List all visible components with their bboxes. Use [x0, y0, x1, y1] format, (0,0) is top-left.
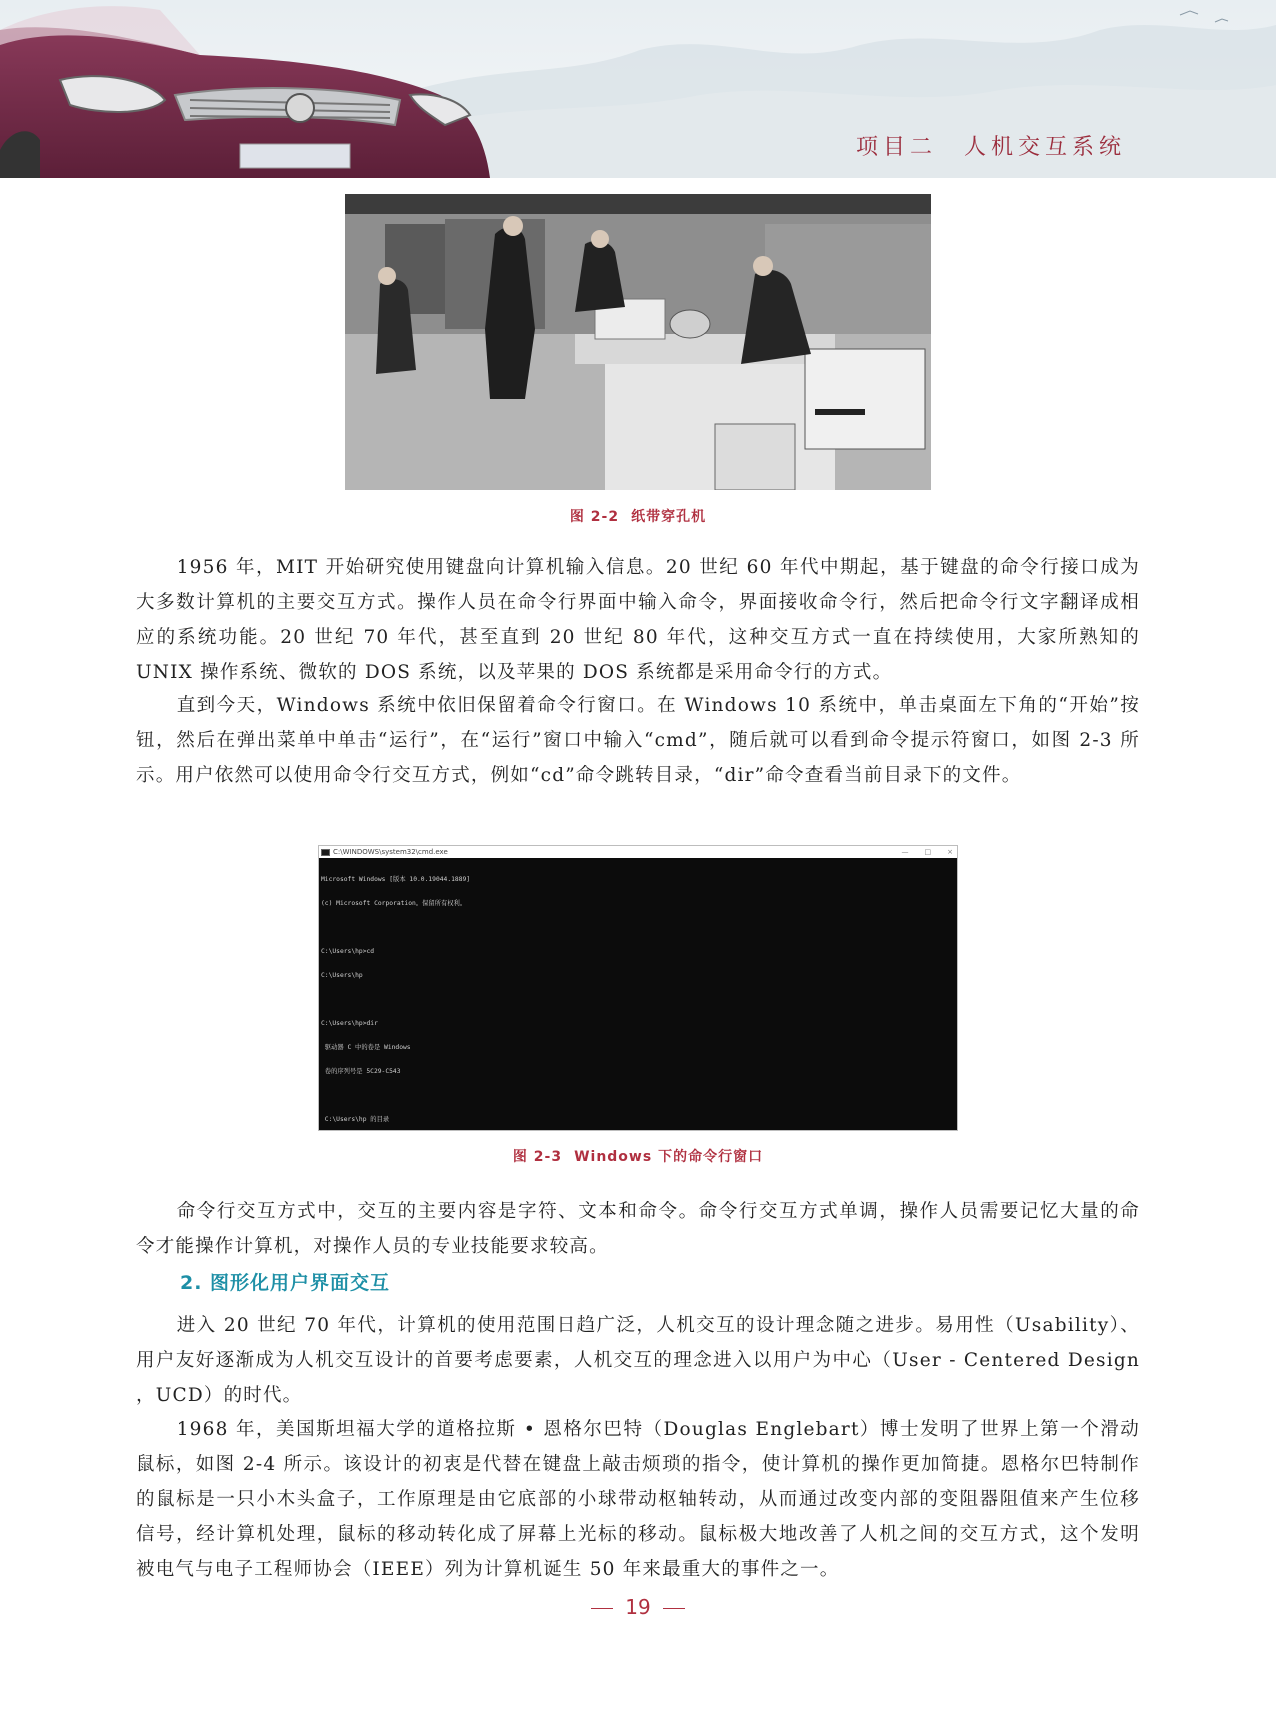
cmd-line: C:\Users\hp: [321, 972, 363, 979]
paragraph-2: 直到今天，Windows 系统中依旧保留着命令行窗口。在 Windows 10 系统中，单击桌面左下角的“开始”按钮，然后在弹出菜单中单击“运行”，在“运行”窗口中输入“cmd”，随后就可以看到命令提示符窗口，如图 2-3 所示。用户依然可以使用命令行交互方式，例如“cd”命令跳转目录，“dir”命令查看当前目录下的文件。: [136, 695, 1140, 786]
cmd-line: [321, 924, 955, 932]
cmd-line: C:\Users\hp>cd: [321, 948, 375, 955]
cmd-titlebar: [319, 846, 957, 858]
page-number: [0, 1595, 1276, 1619]
cmd-line: Microsoft Windows [版本 10.0.19044.1889]: [321, 876, 471, 883]
figure-2-3-caption: [0, 1146, 1276, 1166]
cmd-line: [321, 996, 955, 1004]
page-number-dash-right: [663, 1608, 685, 1609]
figure-2-2-photo: [345, 194, 931, 490]
page-number-dash-left: [591, 1608, 613, 1609]
figure-2-3-cmd-window: [318, 845, 958, 1131]
figure-caption-text: Windows 下的命令行窗口: [574, 1149, 764, 1165]
cmd-app-icon: [321, 849, 330, 856]
car-illustration: [0, 0, 500, 178]
section-heading: 2. 图形化用户界面交互: [180, 1272, 391, 1294]
cmd-line: 驱动器 C 中的卷是 Windows: [321, 1044, 411, 1051]
figure-2-2-caption: [0, 506, 1276, 526]
cmd-output: [319, 858, 957, 1131]
cmd-window-title: C:\WINDOWS\system32\cmd.exe: [333, 848, 448, 856]
cmd-line: C:\Users\hp 的目录: [321, 1116, 390, 1123]
cmd-line: 卷的序列号是 5C29-C543: [321, 1068, 401, 1075]
page-header-banner: [0, 0, 1276, 178]
paragraph-1: 1956 年，MIT 开始研究使用键盘向计算机输入信息。20 世纪 60 年代中期起，基于键盘的命令行接口成为大多数计算机的主要交互方式。操作人员在命令行界面中输入命令，界面接收命令行，然后把命令行文字翻译成相应的系统功能。20 世纪 70 年代，甚至直到 20 世纪 80 年代，这种交互方式一直在持续使用，大家所熟知的 UNIX 操作系统、微软的 DOS 系统，以及苹果的 DOS 系统都是采用命令行的方式。: [136, 557, 1140, 683]
cmd-line: (c) Microsoft Corporation。保留所有权利。: [321, 900, 467, 907]
cmd-window-controls: [902, 846, 954, 858]
paragraph-4: 进入 20 世纪 70 年代，计算机的使用范围日趋广泛，人机交互的设计理念随之进步。易用性（Usability）、用户友好逐渐成为人机交互设计的首要考虑要素，人机交互的理念进入以用户为中心（User - Centered Design ，UCD）的时代。: [136, 1315, 1140, 1406]
minimize-icon: —: [901, 848, 909, 856]
section-header-title: 项目二 人机交互系统: [855, 135, 1126, 160]
page-number-value: 19: [625, 1595, 651, 1619]
figure-caption-text: 纸带穿孔机: [631, 509, 707, 525]
figure-number: 图 2-3: [512, 1149, 563, 1165]
figure-number: 图 2-2: [569, 509, 620, 525]
cmd-line: [321, 1092, 955, 1100]
paragraph-3: 命令行交互方式中，交互的主要内容是字符、文本和命令。命令行交互方式单调，操作人员需要记忆大量的命令才能操作计算机，对操作人员的专业技能要求较高。: [136, 1201, 1140, 1257]
punch-tape-machine-photo: [345, 194, 931, 490]
cmd-line: C:\Users\hp>dir: [321, 1020, 378, 1027]
close-icon: ×: [947, 848, 953, 856]
paragraph-5: 1968 年，美国斯坦福大学的道格拉斯 • 恩格尔巴特（Douglas Englebart）博士发明了世界上第一个滑动鼠标，如图 2-4 所示。该设计的初衷是代替在键盘上敲击烦琐的指令，使计算机的操作更加简捷。恩格尔巴特制作的鼠标是一只小木头盒子，工作原理是由它底部的小球带动枢轴转动，从而通过改变内部的变阻器阻值来产生位移信号，经计算机处理，鼠标的移动转化成了屏幕上光标的移动。鼠标极大地改善了人机之间的交互方式，这个发明被电气与电子工程师协会（IEEE）列为计算机诞生 50 年来最重大的事件之一。: [136, 1419, 1140, 1580]
maximize-icon: □: [924, 848, 932, 856]
